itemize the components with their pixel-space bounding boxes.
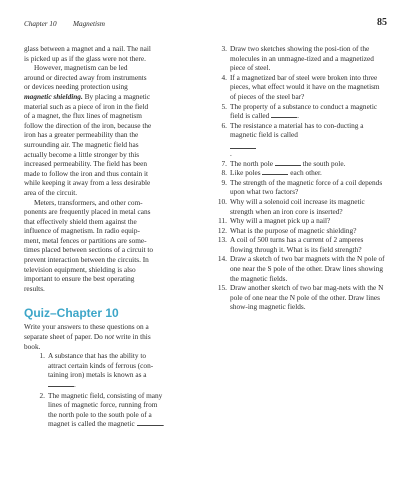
question-text: The north pole — [230, 158, 273, 168]
answer-blank — [275, 159, 301, 166]
page-header — [24, 17, 387, 31]
text-line: glass between a magnet and a nail. The nail — [24, 44, 151, 53]
answer-blank — [48, 380, 74, 387]
text-line: the north pole to the south pole of a — [48, 409, 152, 419]
text-line: actually become a little stronger by this — [24, 149, 140, 159]
text-line: By placing a magnetic — [82, 91, 151, 101]
quiz-question-6 — [212, 121, 386, 159]
question-text: If a magnetized bar of steel were broken into three pieces, what effect would it have on the magnetism of pieces of the steel bar? — [230, 72, 380, 101]
text-line: of a magnet, the flux lines of magnetism — [24, 111, 142, 121]
question-number: 2. — [39, 390, 45, 400]
quiz-question-13 — [212, 235, 386, 254]
question-text: each other. — [290, 168, 322, 178]
paragraph-shielding — [24, 63, 198, 197]
text-line: around or directed away from instruments — [24, 72, 147, 82]
chapter-title: Magnetism — [73, 20, 105, 28]
text-line: surrounding air. The magnetic field has — [24, 139, 139, 149]
answer-blank — [230, 140, 256, 149]
quiz-question-8 — [212, 168, 386, 178]
text-line: A substance that has the ability to — [48, 351, 147, 361]
text-line: attract certain kinds of ferrous (con- — [48, 360, 154, 370]
text-line: The magnetic field, consisting of many — [48, 390, 163, 400]
punctuation: . — [162, 419, 165, 429]
text-line: However, magnetism can be led — [34, 63, 128, 73]
punctuation: . — [230, 148, 232, 158]
quiz-instructions — [24, 322, 198, 351]
paragraph-continued — [24, 44, 198, 63]
question-number: 6. — [221, 120, 227, 130]
question-text: The property of a substance to conduct a magnetic field is called — [230, 101, 378, 121]
text-line: increased permeability. The field has been — [24, 159, 147, 169]
answer-blank — [137, 419, 165, 429]
quiz-question-14 — [212, 254, 386, 283]
question-number: 7. — [221, 158, 227, 168]
question-number: 5. — [221, 101, 227, 111]
text-line: book. — [24, 341, 41, 351]
question-text: Like poles — [230, 168, 261, 178]
text-line: Meters, transformers, and other com- — [34, 197, 143, 207]
text-line: prevent interaction between the circuits. In — [24, 255, 149, 265]
answer-blank — [271, 111, 299, 121]
text-line: Write your answers to these questions on a — [24, 322, 149, 332]
quiz-question-11 — [212, 216, 386, 226]
chapter-label: Chapter 10 — [24, 20, 57, 28]
text-line: television equipment, shielding is also — [24, 264, 136, 274]
quiz-question-3 — [212, 44, 386, 73]
question-number: 11. — [218, 216, 227, 226]
text-line: follow the direction of the iron, because the — [24, 120, 152, 130]
question-text: Draw a sketch of two bar magnets with the N pole of one near the S pole of the other. Draw lines showing the magnetic fields. — [230, 254, 385, 283]
question-text: the south pole. — [302, 158, 346, 168]
quiz-question-1 — [30, 351, 198, 389]
quiz-question-15 — [212, 283, 386, 312]
right-column — [212, 44, 386, 312]
question-number: 8. — [221, 168, 227, 178]
quiz-question-7 — [212, 159, 386, 169]
text-line: important to ensure the best operating — [24, 274, 135, 284]
question-text: Draw another sketch of two bar mag-nets with the N pole of one near the N pole of the other. Draw lines show-ing magnetic fields. — [230, 283, 384, 312]
question-number: 14. — [217, 254, 227, 264]
punctuation: . — [297, 111, 299, 121]
question-text: What is the purpose of magnetic shielding? — [230, 225, 357, 235]
quiz-question-4 — [212, 73, 386, 102]
quiz-question-5 — [212, 102, 386, 121]
text-line: while keeping it away from a less desirable — [24, 178, 151, 188]
text-line: separate sheet of paper. Do — [24, 332, 105, 342]
text-line: magnet is called the magnetic — [48, 419, 135, 429]
text-line: that effectively shield them against the — [24, 216, 137, 226]
emphasis-not: not — [104, 332, 114, 342]
text-line: taining iron) metals is known as a — [48, 370, 147, 380]
question-number: 1. — [39, 351, 45, 361]
text-line: ment, metal fences or partitions are some- — [24, 235, 147, 245]
text-line: area of the circuit. — [24, 187, 78, 197]
quiz-list-left — [24, 351, 198, 429]
text-line: times placed between sections of a circuit to — [24, 245, 154, 255]
question-number: 12. — [217, 225, 227, 235]
question-text: The resistance a material has to con-ducting a magnetic field is called — [230, 120, 364, 140]
text-line: results. — [24, 283, 45, 293]
question-text: Draw two sketches showing the posi-tion of the molecules in an unmagne-tized and a magnetized piece of steel. — [230, 44, 374, 73]
text-line: write in this — [113, 332, 151, 342]
question-number: 15. — [217, 283, 227, 293]
page-number: 85 — [377, 17, 387, 28]
text-line: made to follow the iron and thus contain it — [24, 168, 149, 178]
question-number: 10. — [217, 196, 227, 206]
quiz-heading: Quiz–Chapter 10 — [24, 306, 119, 321]
answer-blank — [262, 168, 288, 175]
question-text: Why will a magnet pick up a nail? — [230, 216, 331, 226]
question-text: Why will a solenoid coil increase its magnetic strength when an iron core is inserted? — [230, 196, 365, 216]
left-column — [24, 44, 198, 429]
question-number: 9. — [221, 177, 227, 187]
quiz-question-12 — [212, 226, 386, 236]
text-line: influence of magnetism. In radio equip- — [24, 226, 140, 236]
question-text: A coil of 500 turns has a current of 2 amperes flowing through it. What is its field strength? — [230, 235, 364, 254]
text-line: material such as a piece of iron in the field — [24, 101, 149, 111]
question-number: 4. — [221, 72, 227, 82]
quiz-question-10 — [212, 197, 386, 216]
question-number: 3. — [221, 44, 227, 53]
punctuation: . — [74, 380, 76, 389]
text-line: ponents are frequently placed in metal cans — [24, 207, 151, 217]
question-number: 13. — [217, 235, 227, 245]
key-term: magnetic shielding. — [24, 91, 83, 101]
quiz-question-9 — [212, 178, 386, 197]
quiz-list-right — [212, 44, 386, 312]
question-text: The strength of the magnetic force of a coil depends upon what two factors? — [230, 177, 383, 197]
quiz-question-2 — [30, 391, 198, 429]
paragraph-components — [24, 198, 198, 294]
text-line: iron has a greater permeability than the — [24, 130, 139, 140]
text-line: or devices needing protection using — [24, 82, 128, 92]
text-line: is picked up as if the glass were not there. — [24, 53, 146, 63]
text-line: lines of magnetic force, running from — [48, 400, 158, 410]
